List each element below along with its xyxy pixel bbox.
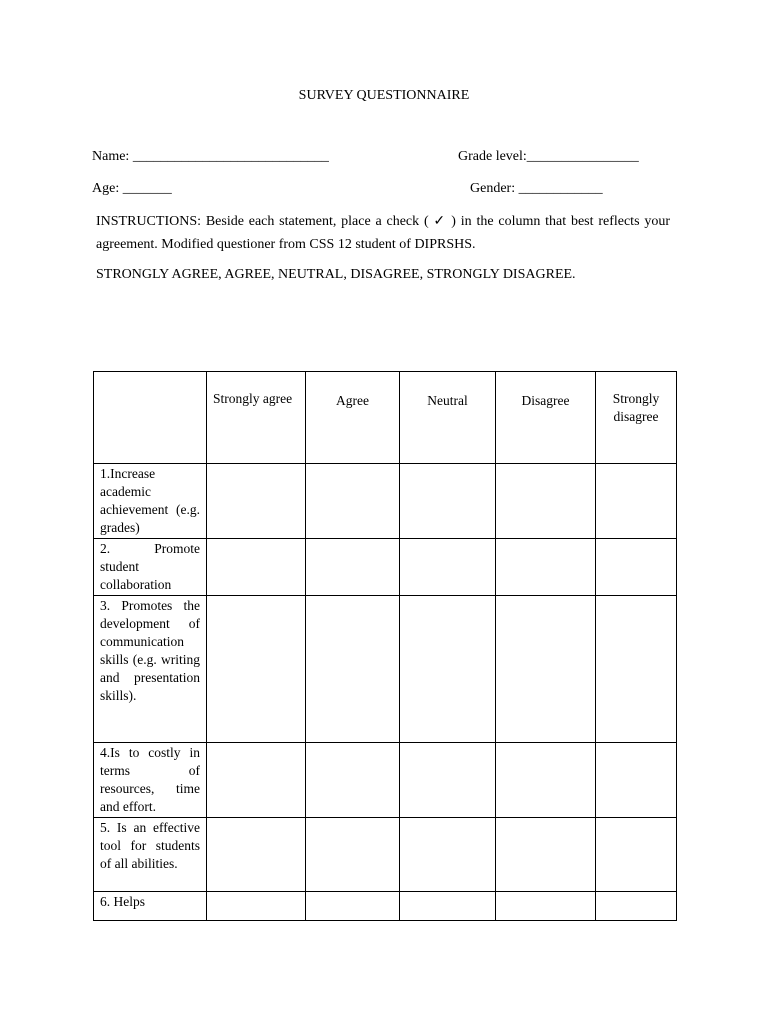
table-header-row	[94, 372, 677, 464]
response-cell[interactable]	[306, 596, 400, 743]
response-cell[interactable]	[596, 596, 677, 743]
response-cell[interactable]	[207, 743, 306, 818]
statement-cell	[94, 596, 207, 743]
response-cell[interactable]	[306, 539, 400, 596]
response-cell[interactable]	[306, 818, 400, 892]
table-row	[94, 892, 677, 921]
survey-table	[93, 371, 677, 921]
grade-level-field: Grade level:________________	[458, 149, 639, 164]
response-cell[interactable]	[207, 539, 306, 596]
response-cell[interactable]	[496, 464, 596, 539]
page-title: SURVEY QUESTIONNAIRE	[298, 88, 470, 103]
statement-cell	[94, 464, 207, 539]
response-cell[interactable]	[306, 892, 400, 921]
response-cell[interactable]	[207, 892, 306, 921]
statement-cell	[94, 539, 207, 596]
instructions-text: INSTRUCTIONS: Beside each statement, place a check ( ✓ ) in the column that best reflects your agreement. Modified questioner from CSS 12 student of DIPRSHS.	[96, 214, 670, 252]
statement-text: 2. Promote student collaboration	[100, 541, 200, 592]
statement-cell	[94, 818, 207, 892]
statement-cell	[94, 892, 207, 921]
response-cell[interactable]	[496, 892, 596, 921]
header-label: Strongly disagree	[612, 391, 660, 424]
name-field: Name: ____________________________	[92, 149, 329, 164]
response-cell[interactable]	[596, 539, 677, 596]
table-row	[94, 464, 677, 539]
statement-text: 4.Is to costly in terms of resources, time and effort.	[100, 745, 200, 814]
table-row	[94, 539, 677, 596]
age-field: Age: _______	[92, 181, 172, 196]
response-cell[interactable]	[400, 464, 496, 539]
header-label: Disagree	[521, 393, 570, 408]
header-cell	[496, 372, 596, 464]
response-cell[interactable]	[400, 743, 496, 818]
gender-field: Gender: ____________	[470, 181, 603, 196]
response-cell[interactable]	[496, 596, 596, 743]
response-cell[interactable]	[596, 892, 677, 921]
response-cell[interactable]	[400, 892, 496, 921]
statement-text: 5. Is an effective tool for students of all abilities.	[100, 820, 200, 871]
response-cell[interactable]	[496, 818, 596, 892]
table-row	[94, 818, 677, 892]
response-cell[interactable]	[496, 743, 596, 818]
header-cell	[596, 372, 677, 464]
header-cell	[400, 372, 496, 464]
header-label: Neutral	[427, 393, 468, 408]
response-cell[interactable]	[596, 743, 677, 818]
header-label: Agree	[336, 393, 369, 408]
header-cell	[207, 372, 306, 464]
statement-cell	[94, 743, 207, 818]
response-cell[interactable]	[400, 539, 496, 596]
statement-text: 3. Promotes the development of communication skills (e.g. writing and presentation skills).	[100, 598, 200, 703]
response-cell[interactable]	[306, 464, 400, 539]
statement-text: 1.Increase academic achievement (e.g. grades)	[100, 466, 200, 535]
response-cell[interactable]	[496, 539, 596, 596]
response-cell[interactable]	[306, 743, 400, 818]
response-cell[interactable]	[596, 464, 677, 539]
response-cell[interactable]	[596, 818, 677, 892]
response-cell[interactable]	[207, 596, 306, 743]
response-cell[interactable]	[400, 818, 496, 892]
response-cell[interactable]	[400, 596, 496, 743]
table-row	[94, 743, 677, 818]
response-cell[interactable]	[207, 464, 306, 539]
header-cell	[306, 372, 400, 464]
scale-line: STRONGLY AGREE, AGREE, NEUTRAL, DISAGREE, STRONGLY DISAGREE.	[96, 267, 576, 282]
statement-text: 6. Helps	[100, 894, 145, 909]
header-label: Strongly agree	[213, 391, 293, 406]
table-row	[94, 596, 677, 743]
header-corner-cell	[94, 372, 207, 464]
response-cell[interactable]	[207, 818, 306, 892]
